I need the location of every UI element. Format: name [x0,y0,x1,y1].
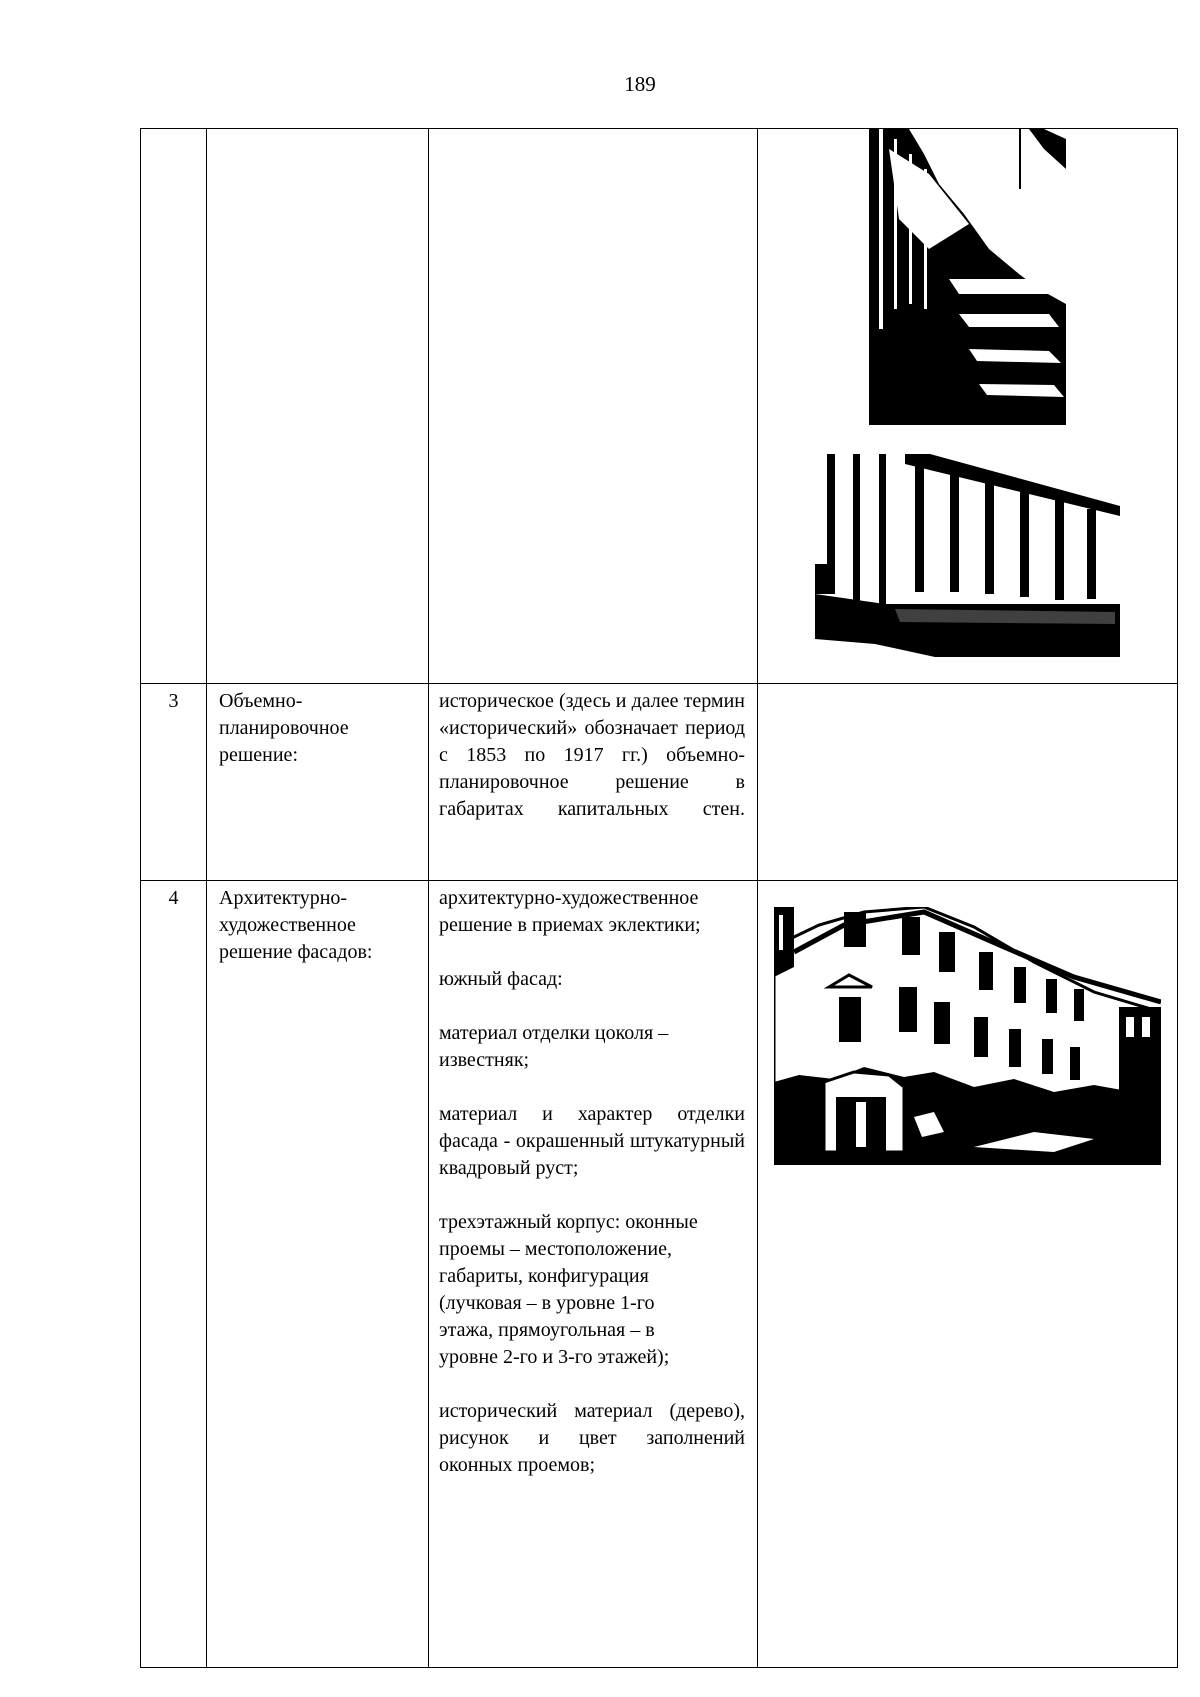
table-row [141,129,1178,684]
description-paragraph: трехэтажный корпус: оконные проемы – местоположение, габариты, конфигурация (лучковая – в уровне 1-го этажа, прямоугольная – в уровне 2-го и 3-го этажей); [439,1211,698,1368]
description-paragraph: материал отделки цоколя – известняк; [439,1022,669,1071]
row-number-cell: 3 [141,684,207,881]
row-label-cell: Архитектурно-художественное решение фасадов: [207,881,429,1668]
row-label-cell: Объемно-планировочное решение: [207,684,429,881]
table-row [141,881,1178,1668]
specification-table [140,128,1178,1668]
row-number-cell [141,129,207,684]
row-photo-cell [758,684,1178,881]
row-description-cell [429,129,758,684]
table-row [141,684,1178,881]
row-description-cell [429,684,758,881]
description-paragraph: историческое (здесь и далее термин «исторический» обозначает период с 1853 по 1917 гг.) объемно-планировочное решение в габаритах капитальных стен. [439,690,745,820]
description-paragraph: архитектурно-художественное решение в приемах эклектики; [439,887,701,936]
row-number-cell: 4 [141,881,207,1668]
row-label-cell [207,129,429,684]
page-number: 189 [624,72,656,96]
description-paragraph: южный фасад: [439,968,563,990]
staircase-railing-photo [815,454,1120,657]
row-photo-cell [758,881,1178,1668]
building-facade-photo [774,907,1161,1165]
row-photo-cell [758,129,1178,684]
description-paragraph: исторический материал (дерево), рисунок и цвет заполнений оконных проемов; [439,1400,745,1476]
row-description-cell [429,881,758,1668]
staircase-upper-photo [869,129,1066,425]
description-paragraph: материал и характер отделки фасада - окрашенный штукатурный квадровый руст; [439,1103,745,1179]
